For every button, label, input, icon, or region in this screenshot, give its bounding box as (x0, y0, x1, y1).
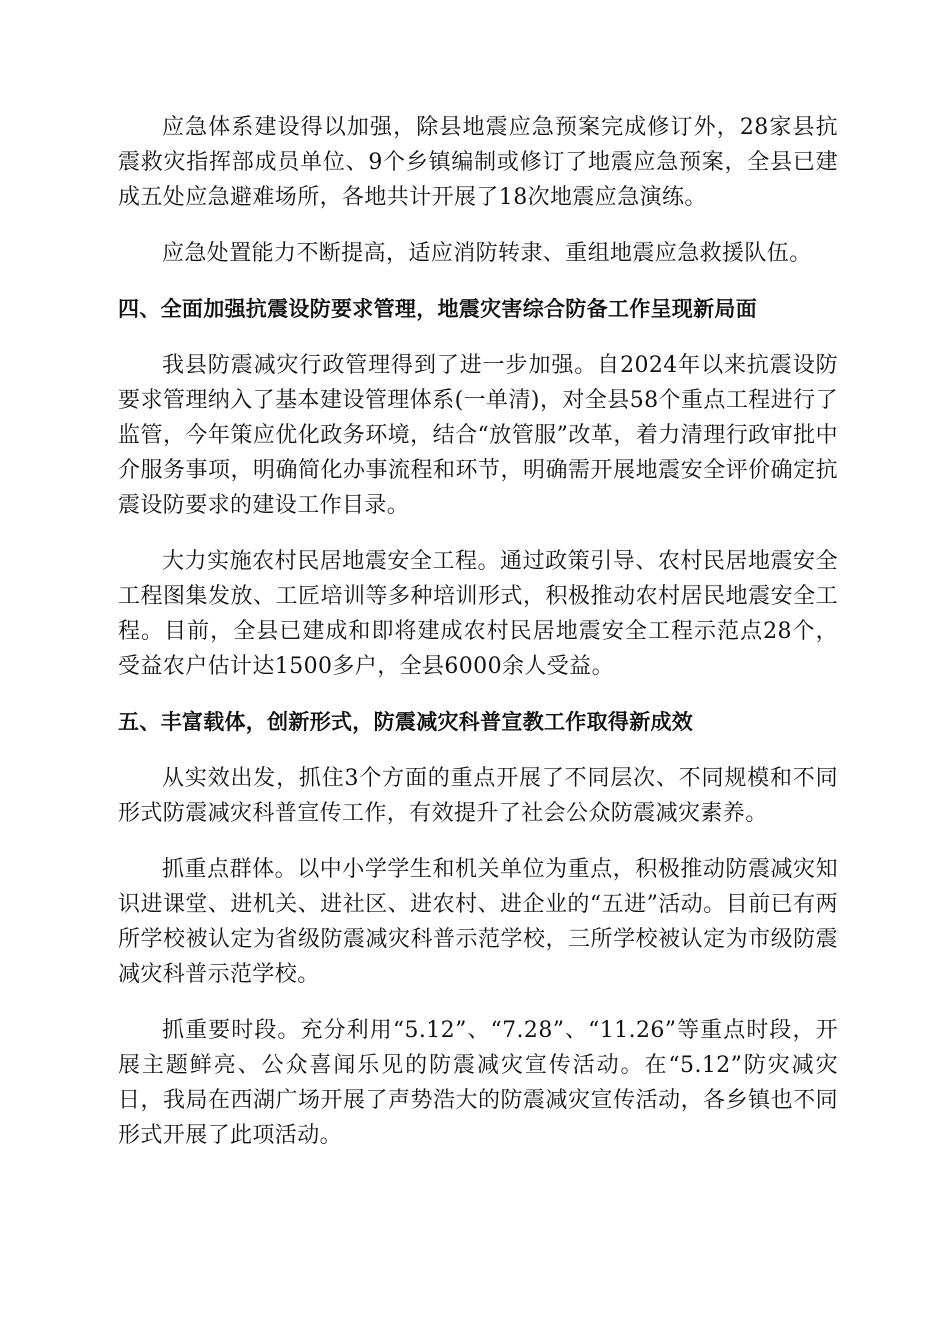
heading-section-four: 四、全面加强抗震设防要求管理，地震灾害综合防备工作呈现新局面 (118, 297, 757, 321)
paragraph-emergency-response: 应急处置能力不断提高，适应消防转隶、重组地震应急救援队伍。 (162, 241, 812, 266)
paragraph-emergency-system: 应急体系建设得以加强，除县地震应急预案完成修订外，28家县抗震救灾指挥部成员单位、9个乡镇编制或修订了地震应急预案，全县已建成五处应急避难场所，各地共计开展了18次地震应急演练。 (118, 115, 838, 210)
paragraph-key-periods: 抓重要时段。充分利用“5.12”、“7.28”、“11.26”等重点时段，开展主题鲜亮、公众喜闻乐见的防震减灾宣传活动。在“5.12”防灾减灾日，我局在西湖广场开展了声势浩大的防震减灾宣传活动，各乡镇也不同形式开展了此项活动。 (118, 1018, 838, 1148)
paragraph-outreach-intro: 从实效出发，抓住3个方面的重点开展了不同层次、不同规模和不同形式防震减灾科普宣传工作，有效提升了社会公众防震减灾素养。 (118, 766, 838, 826)
paragraph-rural-housing: 大力实施农村民居地震安全工程。通过政策引导、农村民居地震安全工程图集发放、工匠培训等多种培训形式，积极推动农村居民地震安全工程。目前，全县已建成和即将建成农村民居地震安全工程示范点28个，受益农户估计达1500多户，全县6000余人受益。 (118, 549, 838, 679)
document-page (118, 110, 838, 1153)
heading-section-five: 五、丰富载体，创新形式，防震减灾科普宣教工作取得新成效 (118, 710, 694, 734)
paragraph-key-groups: 抓重点群体。以中小学学生和机关单位为重点，积极推动防震减灾知识进课堂、进机关、进社区、进农村、进企业的“五进”活动。目前已有两所学校被认定为省级防震减灾科普示范学校，三所学校被认定为市级防震减灾科普示范学校。 (118, 857, 838, 987)
paragraph-admin-management: 我县防震减灾行政管理得到了进一步加强。自2024年以来抗震设防要求管理纳入了基本建设管理体系(一单清)，对全县58个重点工程进行了监管，今年策应优化政务环境，结合“放管服”改革，着力清理行政审批中介服务事项，明确简化办事流程和环节，明确需开展地震安全评价确定抗震设防要求的建设工作目录。 (118, 353, 838, 518)
